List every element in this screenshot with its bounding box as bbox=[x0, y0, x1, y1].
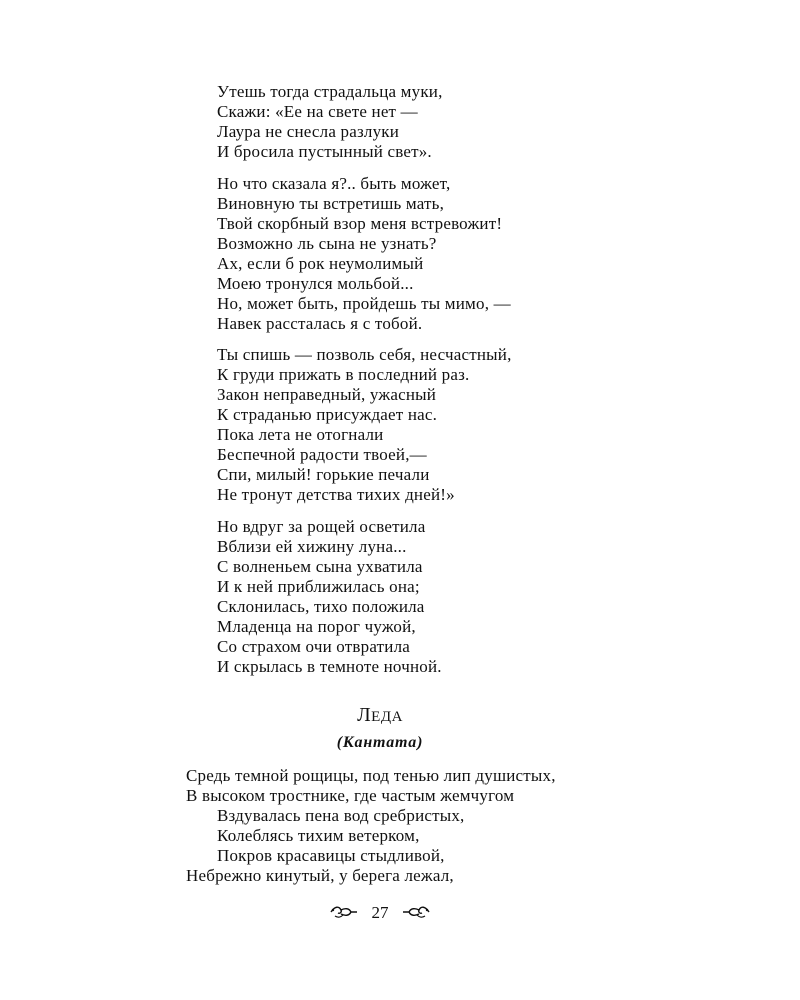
verse-line: Скажи: «Ее на свете нет — bbox=[217, 102, 418, 121]
verse-line: Утешь тогда страдальца муки, bbox=[217, 82, 443, 101]
verse-line: Но вдруг за рощей осветила bbox=[217, 517, 426, 536]
fleuron-left-icon bbox=[329, 904, 359, 925]
verse-line: Беспечной радости твоей,— bbox=[217, 445, 427, 464]
verse-line: И к ней приближилась она; bbox=[217, 577, 420, 596]
verse-line: Моею тронулся мольбой... bbox=[217, 274, 414, 293]
verse-line: В высоком тростнике, где частым жемчугом bbox=[186, 786, 515, 805]
poem-title bbox=[0, 704, 760, 727]
verse-line: Вздувалась пена вод сребристых, bbox=[217, 806, 465, 825]
verse-line: Ты спишь — позволь себя, несчастный, bbox=[217, 345, 512, 364]
verse-line: Младенца на порог чужой, bbox=[217, 617, 416, 636]
verse-line: С волненьем сына ухватила bbox=[217, 557, 423, 576]
poem-subtitle: (Кантата) bbox=[336, 734, 424, 751]
verse-line: Навек рассталась я с тобой. bbox=[217, 314, 423, 333]
fleuron-right-icon bbox=[401, 904, 431, 925]
verse-line: Пока лета не отогнали bbox=[217, 425, 384, 444]
poem-body bbox=[186, 766, 556, 886]
verse-line: Небрежно кинутый, у берега лежал, bbox=[186, 866, 454, 885]
page-number: 27 bbox=[371, 903, 389, 922]
verse-line: Колеблясь тихим ветерком, bbox=[217, 826, 420, 845]
verse-line: Но что сказала я?.. быть может, bbox=[217, 174, 451, 193]
verse-line: Вблизи ей хижину луна... bbox=[217, 537, 407, 556]
verse-line: К груди прижать в последний раз. bbox=[217, 365, 470, 384]
verse-line: Покров красавицы стыдливой, bbox=[217, 846, 445, 865]
verse-line: К страданью присуждает нас. bbox=[217, 405, 438, 424]
verse-line: Спи, милый! горькие печали bbox=[217, 465, 430, 484]
verse-line: Склонилась, тихо положила bbox=[217, 597, 425, 616]
verse-line: Закон неправедный, ужасный bbox=[217, 385, 437, 404]
verse-line: Не тронут детства тихих дней!» bbox=[217, 485, 455, 504]
verse-line: Со страхом очи отвратила bbox=[217, 637, 411, 656]
verse-line: Средь темной рощицы, под тенью лип душистых, bbox=[186, 766, 556, 785]
poem-title-rest: ЕДА bbox=[371, 709, 403, 725]
stanza-2 bbox=[217, 174, 511, 334]
verse-line: И скрылась в темноте ночной. bbox=[217, 657, 442, 676]
page-footer bbox=[0, 903, 760, 925]
poem-title-initial: Л bbox=[357, 704, 372, 726]
verse-line: Виновную ты встретишь мать, bbox=[217, 194, 445, 213]
verse-line: Ах, если б рок неумолимый bbox=[217, 254, 424, 273]
verse-line: Но, может быть, пройдешь ты мимо, — bbox=[217, 294, 511, 313]
stanza-1 bbox=[217, 82, 443, 162]
stanza-4 bbox=[217, 517, 442, 677]
verse-line: Лаура не снесла разлуки bbox=[217, 122, 400, 141]
stanza-3 bbox=[217, 345, 512, 505]
verse-line: Возможно ль сына не узнать? bbox=[217, 234, 437, 253]
verse-line: Твой скорбный взор меня встревожит! bbox=[217, 214, 503, 233]
verse-line: И бросила пустынный свет». bbox=[217, 142, 432, 161]
